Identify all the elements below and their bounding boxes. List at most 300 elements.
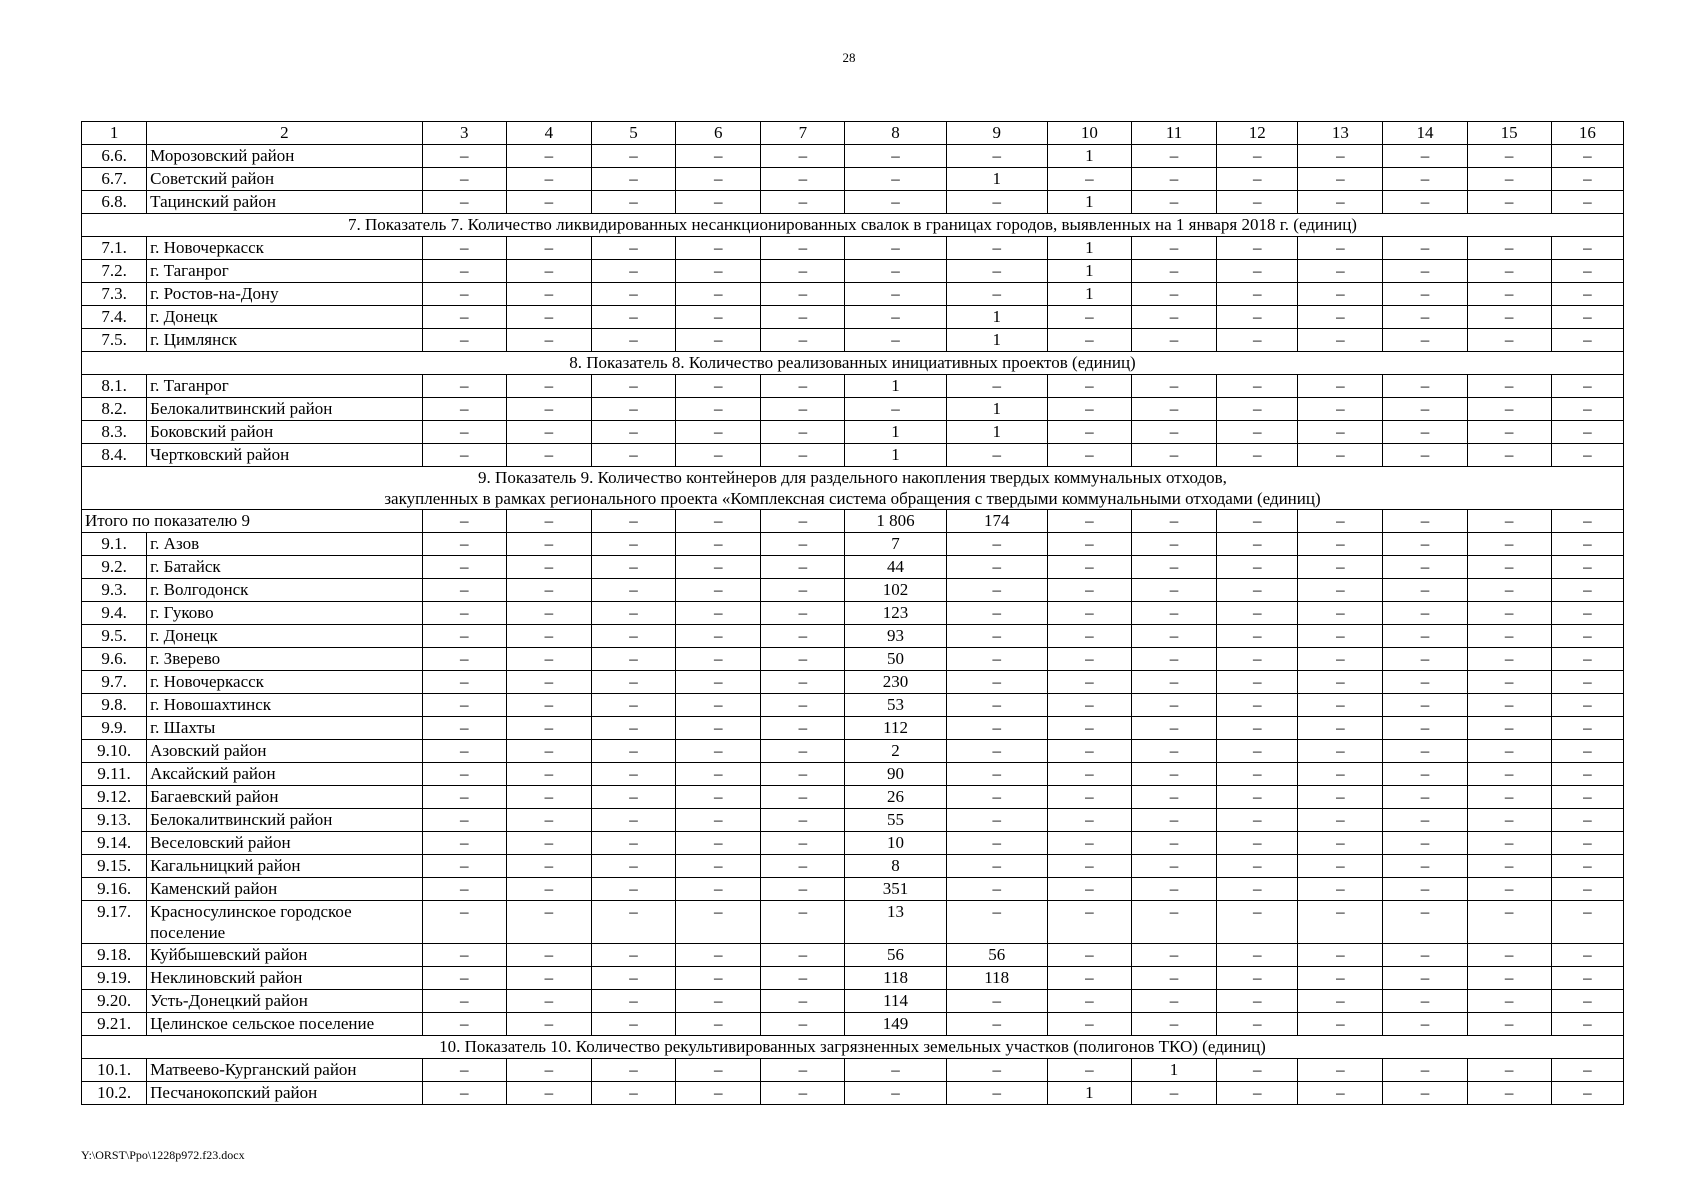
row-number-cell: 6.6.: [82, 145, 147, 168]
row-number-cell: 9.12.: [82, 786, 147, 809]
value-cell: –: [422, 329, 506, 352]
value-cell: –: [422, 237, 506, 260]
value-cell: –: [676, 740, 761, 763]
territory-name-cell: Чертковский район: [147, 444, 423, 467]
table-row: [82, 398, 1624, 421]
value-cell: –: [1551, 329, 1623, 352]
value-cell: –: [422, 260, 506, 283]
value-cell: –: [1217, 763, 1298, 786]
territory-name-cell: г. Батайск: [147, 556, 423, 579]
total-value-cell: –: [1467, 510, 1551, 533]
value-cell: –: [1131, 260, 1216, 283]
value-cell: –: [1551, 237, 1623, 260]
value-cell: –: [1467, 990, 1551, 1013]
row-number-cell: 7.5.: [82, 329, 147, 352]
value-cell: –: [1383, 1082, 1467, 1105]
value-cell: –: [422, 967, 506, 990]
value-cell: –: [676, 306, 761, 329]
value-cell: –: [1047, 168, 1131, 191]
value-cell: –: [1298, 855, 1383, 878]
territory-name-cell: Кагальницкий район: [147, 855, 423, 878]
row-number-cell: 9.18.: [82, 944, 147, 967]
value-cell: –: [1383, 809, 1467, 832]
value-cell: –: [1217, 168, 1298, 191]
table-row: [82, 329, 1624, 352]
value-cell: –: [1551, 763, 1623, 786]
value-cell: –: [506, 421, 591, 444]
value-cell: –: [591, 901, 675, 944]
value-cell: –: [676, 625, 761, 648]
value-cell: 1: [1047, 283, 1131, 306]
row-number-cell: 7.2.: [82, 260, 147, 283]
column-number-cell: 5: [591, 122, 675, 145]
value-cell: –: [946, 786, 1047, 809]
value-cell: –: [1047, 398, 1131, 421]
territory-name-cell: г. Новошахтинск: [147, 694, 423, 717]
value-cell: –: [761, 444, 845, 467]
total-value-cell: –: [1217, 510, 1298, 533]
row-number-cell: 9.5.: [82, 625, 147, 648]
section-heading-row: [82, 214, 1624, 237]
table-row: [82, 579, 1624, 602]
total-value-cell: –: [1298, 510, 1383, 533]
value-cell: –: [1383, 283, 1467, 306]
value-cell: –: [1298, 306, 1383, 329]
value-cell: –: [676, 579, 761, 602]
value-cell: –: [761, 306, 845, 329]
value-cell: –: [506, 967, 591, 990]
value-cell: –: [1298, 533, 1383, 556]
value-cell: –: [676, 556, 761, 579]
value-cell: –: [1047, 990, 1131, 1013]
value-cell: –: [1217, 809, 1298, 832]
value-cell: –: [591, 740, 675, 763]
value-cell: –: [1217, 421, 1298, 444]
value-cell: 1: [1047, 260, 1131, 283]
value-cell: –: [1467, 398, 1551, 421]
value-cell: –: [1383, 1013, 1467, 1036]
value-cell: –: [1551, 1013, 1623, 1036]
value-cell: 102: [845, 579, 946, 602]
value-cell: –: [506, 717, 591, 740]
value-cell: –: [1298, 1013, 1383, 1036]
value-cell: –: [1217, 901, 1298, 944]
value-cell: 1: [1047, 237, 1131, 260]
table-row: [82, 556, 1624, 579]
value-cell: –: [676, 602, 761, 625]
value-cell: –: [506, 602, 591, 625]
value-cell: 112: [845, 717, 946, 740]
value-cell: –: [676, 191, 761, 214]
section-heading-row: [82, 1036, 1624, 1059]
value-cell: –: [761, 671, 845, 694]
value-cell: –: [761, 901, 845, 944]
value-cell: –: [946, 602, 1047, 625]
value-cell: –: [506, 306, 591, 329]
row-number-cell: 7.3.: [82, 283, 147, 306]
total-value-cell: –: [1551, 510, 1623, 533]
territory-name-cell: Морозовский район: [147, 145, 423, 168]
value-cell: –: [845, 398, 946, 421]
value-cell: 1: [946, 421, 1047, 444]
value-cell: –: [591, 145, 675, 168]
value-cell: –: [1131, 855, 1216, 878]
value-cell: 55: [845, 809, 946, 832]
value-cell: –: [761, 375, 845, 398]
value-cell: –: [1467, 283, 1551, 306]
value-cell: –: [506, 237, 591, 260]
value-cell: –: [422, 717, 506, 740]
value-cell: 1: [845, 421, 946, 444]
value-cell: –: [1047, 556, 1131, 579]
value-cell: 118: [946, 967, 1047, 990]
column-number-cell: 6: [676, 122, 761, 145]
value-cell: –: [1467, 944, 1551, 967]
value-cell: –: [422, 398, 506, 421]
value-cell: –: [1551, 990, 1623, 1013]
value-cell: –: [1131, 398, 1216, 421]
table-row: [82, 375, 1624, 398]
value-cell: –: [1217, 191, 1298, 214]
row-number-cell: 7.1.: [82, 237, 147, 260]
value-cell: –: [1217, 1059, 1298, 1082]
value-cell: –: [591, 283, 675, 306]
value-cell: –: [1383, 694, 1467, 717]
value-cell: –: [1467, 1082, 1551, 1105]
total-value-cell: –: [422, 510, 506, 533]
territory-name-cell: г. Новочеркасск: [147, 671, 423, 694]
value-cell: –: [591, 191, 675, 214]
value-cell: –: [591, 625, 675, 648]
territory-name-cell: Белокалитвинский район: [147, 398, 423, 421]
value-cell: –: [761, 283, 845, 306]
value-cell: –: [761, 717, 845, 740]
value-cell: –: [1298, 421, 1383, 444]
value-cell: –: [1467, 260, 1551, 283]
value-cell: –: [1551, 579, 1623, 602]
row-number-cell: 9.1.: [82, 533, 147, 556]
value-cell: –: [1047, 671, 1131, 694]
value-cell: –: [1551, 694, 1623, 717]
value-cell: –: [1217, 1082, 1298, 1105]
value-cell: –: [1383, 168, 1467, 191]
value-cell: –: [946, 625, 1047, 648]
value-cell: –: [946, 901, 1047, 944]
value-cell: –: [1217, 786, 1298, 809]
value-cell: –: [1217, 625, 1298, 648]
value-cell: –: [1047, 763, 1131, 786]
total-value-cell: –: [761, 510, 845, 533]
territory-name-cell: г. Гуково: [147, 602, 423, 625]
value-cell: –: [591, 375, 675, 398]
table-body: [82, 122, 1624, 1105]
value-cell: 1: [946, 398, 1047, 421]
value-cell: –: [1217, 855, 1298, 878]
row-number-cell: 9.9.: [82, 717, 147, 740]
value-cell: –: [845, 260, 946, 283]
value-cell: –: [1298, 283, 1383, 306]
value-cell: –: [506, 260, 591, 283]
value-cell: –: [676, 990, 761, 1013]
value-cell: –: [676, 809, 761, 832]
value-cell: –: [591, 329, 675, 352]
value-cell: –: [1047, 809, 1131, 832]
value-cell: –: [422, 694, 506, 717]
value-cell: –: [1298, 878, 1383, 901]
value-cell: –: [422, 671, 506, 694]
value-cell: –: [1217, 967, 1298, 990]
value-cell: –: [1383, 855, 1467, 878]
value-cell: –: [591, 533, 675, 556]
total-value-cell: –: [676, 510, 761, 533]
value-cell: –: [1217, 237, 1298, 260]
value-cell: –: [422, 855, 506, 878]
value-cell: –: [506, 671, 591, 694]
value-cell: –: [1383, 786, 1467, 809]
value-cell: –: [506, 1013, 591, 1036]
value-cell: –: [1131, 1082, 1216, 1105]
value-cell: –: [761, 832, 845, 855]
value-cell: –: [1383, 145, 1467, 168]
value-cell: –: [1467, 421, 1551, 444]
value-cell: –: [1467, 625, 1551, 648]
value-cell: –: [1217, 990, 1298, 1013]
value-cell: –: [946, 1059, 1047, 1082]
row-number-cell: 8.3.: [82, 421, 147, 444]
value-cell: 7: [845, 533, 946, 556]
value-cell: –: [591, 878, 675, 901]
value-cell: 56: [845, 944, 946, 967]
value-cell: –: [1467, 579, 1551, 602]
table-row: [82, 878, 1624, 901]
value-cell: –: [1298, 444, 1383, 467]
table-row: [82, 648, 1624, 671]
territory-name-cell: г. Таганрог: [147, 375, 423, 398]
value-cell: –: [1131, 306, 1216, 329]
value-cell: –: [1131, 740, 1216, 763]
total-value-cell: –: [1383, 510, 1467, 533]
column-number-cell: 11: [1131, 122, 1216, 145]
row-number-cell: 10.1.: [82, 1059, 147, 1082]
section-heading-line: 9. Показатель 9. Количество контейнеров для раздельного накопления твердых коммунальных отходов,: [478, 468, 1227, 487]
territory-name-cell: Азовский район: [147, 740, 423, 763]
value-cell: –: [591, 763, 675, 786]
value-cell: –: [1131, 990, 1216, 1013]
value-cell: –: [1047, 694, 1131, 717]
value-cell: –: [676, 283, 761, 306]
value-cell: –: [591, 398, 675, 421]
value-cell: –: [1551, 398, 1623, 421]
value-cell: –: [1551, 878, 1623, 901]
value-cell: –: [1131, 648, 1216, 671]
value-cell: –: [506, 901, 591, 944]
value-cell: –: [1383, 375, 1467, 398]
value-cell: –: [1047, 832, 1131, 855]
value-cell: –: [591, 1013, 675, 1036]
value-cell: –: [1131, 329, 1216, 352]
value-cell: –: [1551, 602, 1623, 625]
value-cell: –: [1298, 717, 1383, 740]
value-cell: –: [591, 602, 675, 625]
value-cell: –: [676, 967, 761, 990]
value-cell: –: [676, 878, 761, 901]
value-cell: –: [1383, 602, 1467, 625]
value-cell: –: [1383, 878, 1467, 901]
value-cell: –: [761, 1013, 845, 1036]
value-cell: –: [1217, 398, 1298, 421]
territory-name-cell: Куйбышевский район: [147, 944, 423, 967]
value-cell: –: [676, 671, 761, 694]
value-cell: –: [1551, 260, 1623, 283]
value-cell: –: [506, 168, 591, 191]
value-cell: –: [422, 648, 506, 671]
table-row: [82, 444, 1624, 467]
value-cell: –: [1047, 602, 1131, 625]
value-cell: –: [506, 763, 591, 786]
value-cell: –: [1217, 944, 1298, 967]
value-cell: –: [676, 168, 761, 191]
value-cell: –: [506, 944, 591, 967]
value-cell: –: [1383, 740, 1467, 763]
value-cell: –: [1467, 145, 1551, 168]
value-cell: –: [676, 533, 761, 556]
value-cell: –: [1383, 990, 1467, 1013]
value-cell: –: [761, 260, 845, 283]
value-cell: –: [946, 809, 1047, 832]
table-row: [82, 168, 1624, 191]
value-cell: –: [1467, 786, 1551, 809]
value-cell: –: [1298, 579, 1383, 602]
territory-name-cell: Усть-Донецкий район: [147, 990, 423, 1013]
value-cell: –: [1131, 878, 1216, 901]
total-value-cell: –: [1047, 510, 1131, 533]
value-cell: –: [1131, 944, 1216, 967]
row-number-cell: 9.13.: [82, 809, 147, 832]
value-cell: –: [1047, 444, 1131, 467]
value-cell: –: [1551, 1059, 1623, 1082]
value-cell: –: [1131, 625, 1216, 648]
value-cell: –: [1551, 832, 1623, 855]
value-cell: –: [1298, 832, 1383, 855]
value-cell: –: [1217, 145, 1298, 168]
table-row: [82, 990, 1624, 1013]
value-cell: 44: [845, 556, 946, 579]
value-cell: –: [1298, 375, 1383, 398]
value-cell: –: [1467, 855, 1551, 878]
value-cell: –: [1551, 809, 1623, 832]
value-cell: –: [1217, 375, 1298, 398]
value-cell: –: [1131, 168, 1216, 191]
value-cell: –: [422, 740, 506, 763]
value-cell: –: [845, 145, 946, 168]
value-cell: –: [1047, 740, 1131, 763]
value-cell: –: [1047, 878, 1131, 901]
territory-name-cell: Песчанокопский район: [147, 1082, 423, 1105]
column-number-cell: 15: [1467, 122, 1551, 145]
territory-name-cell: г. Новочеркасск: [147, 237, 423, 260]
value-cell: –: [1131, 1013, 1216, 1036]
value-cell: –: [422, 625, 506, 648]
value-cell: –: [1298, 602, 1383, 625]
value-cell: –: [761, 421, 845, 444]
territory-name-cell: Веселовский район: [147, 832, 423, 855]
value-cell: –: [761, 740, 845, 763]
row-number-cell: 9.2.: [82, 556, 147, 579]
value-cell: –: [676, 398, 761, 421]
value-cell: –: [506, 329, 591, 352]
value-cell: –: [1131, 556, 1216, 579]
value-cell: 8: [845, 855, 946, 878]
value-cell: –: [676, 444, 761, 467]
value-cell: –: [845, 1059, 946, 1082]
value-cell: –: [1551, 533, 1623, 556]
value-cell: –: [1551, 168, 1623, 191]
value-cell: –: [1298, 786, 1383, 809]
value-cell: –: [422, 1059, 506, 1082]
table-row: [82, 421, 1624, 444]
value-cell: –: [1551, 556, 1623, 579]
value-cell: –: [1131, 237, 1216, 260]
value-cell: –: [422, 832, 506, 855]
value-cell: –: [422, 1082, 506, 1105]
value-cell: –: [1383, 648, 1467, 671]
total-value-cell: –: [591, 510, 675, 533]
value-cell: –: [676, 1082, 761, 1105]
value-cell: –: [1551, 786, 1623, 809]
value-cell: –: [676, 1059, 761, 1082]
table-row: [82, 237, 1624, 260]
value-cell: –: [1131, 809, 1216, 832]
value-cell: –: [1467, 237, 1551, 260]
value-cell: 1: [845, 375, 946, 398]
value-cell: –: [506, 145, 591, 168]
territory-name-cell: Матвеево-Курганский район: [147, 1059, 423, 1082]
value-cell: –: [1298, 556, 1383, 579]
value-cell: –: [845, 237, 946, 260]
value-cell: –: [1047, 786, 1131, 809]
table-row: [82, 145, 1624, 168]
value-cell: –: [1383, 717, 1467, 740]
value-cell: –: [1467, 1059, 1551, 1082]
value-cell: –: [1551, 444, 1623, 467]
value-cell: –: [591, 306, 675, 329]
value-cell: –: [1298, 1082, 1383, 1105]
value-cell: –: [506, 1082, 591, 1105]
column-number-cell: 14: [1383, 122, 1467, 145]
value-cell: 118: [845, 967, 946, 990]
value-cell: 1: [946, 168, 1047, 191]
value-cell: –: [422, 763, 506, 786]
value-cell: –: [1467, 809, 1551, 832]
value-cell: –: [761, 533, 845, 556]
value-cell: –: [761, 579, 845, 602]
value-cell: –: [1298, 145, 1383, 168]
column-number-cell: 13: [1298, 122, 1383, 145]
value-cell: –: [1298, 329, 1383, 352]
table-row: [82, 306, 1624, 329]
value-cell: –: [506, 191, 591, 214]
value-cell: –: [1047, 967, 1131, 990]
value-cell: –: [591, 832, 675, 855]
value-cell: –: [506, 832, 591, 855]
row-number-cell: 10.2.: [82, 1082, 147, 1105]
value-cell: –: [1551, 944, 1623, 967]
territory-name-cell: Тацинский район: [147, 191, 423, 214]
value-cell: –: [1383, 533, 1467, 556]
row-number-cell: 7.4.: [82, 306, 147, 329]
value-cell: –: [761, 191, 845, 214]
value-cell: –: [422, 809, 506, 832]
